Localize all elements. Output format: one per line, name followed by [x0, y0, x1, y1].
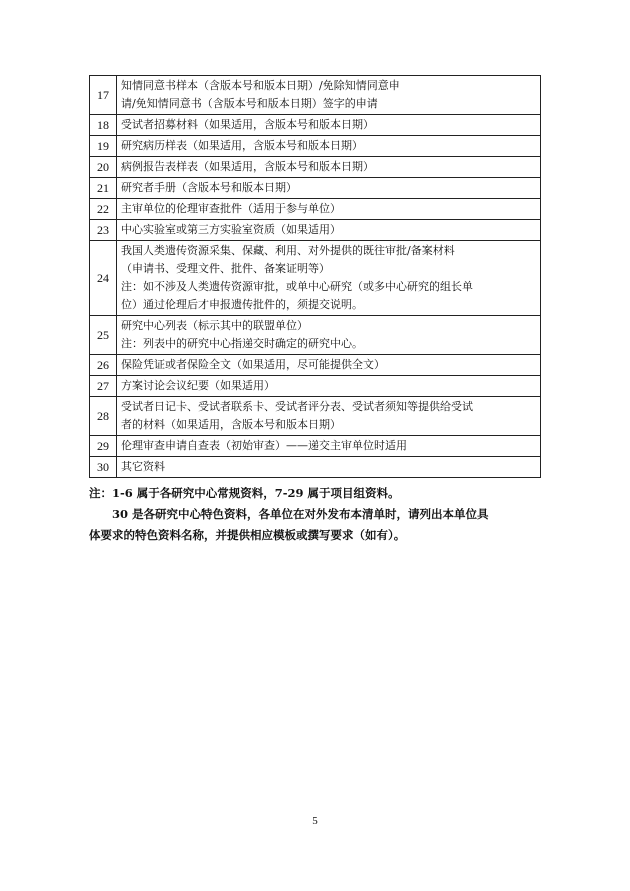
row-text-line: 主审单位的伦理审查批件（适用于参与单位） [121, 202, 341, 215]
row-number: 27 [90, 376, 117, 397]
row-number: 30 [90, 457, 117, 478]
row-content [117, 457, 541, 478]
table-row [90, 115, 541, 136]
table-row [90, 436, 541, 457]
row-content [117, 220, 541, 241]
row-text-line: 研究病历样表（如果适用，含版本号和版本日期） [121, 139, 363, 152]
row-text-line: 位）通过伦理后才申报遗传批件的，须提交说明。 [121, 298, 363, 311]
row-content [117, 355, 541, 376]
row-number: 22 [90, 199, 117, 220]
row-text-line: 者的材料（如果适用，含版本号和版本日期） [121, 418, 341, 431]
row-text-line: 伦理审查申请自查表（初始审查）——递交主审单位时适用 [121, 439, 407, 452]
row-content [117, 178, 541, 199]
footnote [89, 483, 549, 546]
table-body [90, 76, 541, 478]
row-content [117, 76, 541, 115]
row-content [117, 241, 541, 316]
row-text-line: 研究中心列表（标示其中的联盟单位） [121, 319, 308, 332]
row-text-line: 注：如不涉及人类遗传资源审批，或单中心研究（或多中心研究的组长单 [121, 280, 473, 293]
table-row [90, 316, 541, 355]
table-row [90, 157, 541, 178]
page-number: 5 [312, 815, 318, 827]
row-text-line: 请/免知情同意书（含版本号和版本日期）签字的申请 [121, 97, 378, 110]
row-content [117, 316, 541, 355]
row-number: 26 [90, 355, 117, 376]
row-text-line: 知情同意书样本（含版本号和版本日期）/免除知情同意申 [121, 79, 400, 92]
table-row [90, 199, 541, 220]
table-row [90, 136, 541, 157]
row-text-line: 受试者日记卡、受试者联系卡、受试者评分表、受试者须知等提供给受试 [121, 400, 473, 413]
table-row [90, 376, 541, 397]
table-row [90, 457, 541, 478]
row-content [117, 397, 541, 436]
table-row [90, 178, 541, 199]
table-row [90, 355, 541, 376]
row-number: 25 [90, 316, 117, 355]
row-text-line: 我国人类遗传资源采集、保藏、利用、对外提供的既往审批/备案材料 [121, 244, 455, 257]
row-text-line: 保险凭证或者保险全文（如果适用，尽可能提供全文） [121, 358, 385, 371]
row-number: 28 [90, 397, 117, 436]
table-row [90, 76, 541, 115]
row-text-line: 方案讨论会议纪要（如果适用） [121, 379, 275, 392]
row-content [117, 436, 541, 457]
row-number: 29 [90, 436, 117, 457]
document-list-table [89, 75, 541, 478]
table-row [90, 397, 541, 436]
row-text-line: 受试者招募材料（如果适用，含版本号和版本日期） [121, 118, 374, 131]
row-number: 17 [90, 76, 117, 115]
row-text-line: 其它资料 [121, 460, 165, 473]
row-number: 18 [90, 115, 117, 136]
row-number: 23 [90, 220, 117, 241]
note-line-2: 30 是各研究中心特色资料，各单位在对外发布本清单时，请列出本单位具 [112, 507, 489, 521]
row-text-line: 注：列表中的研究中心指递交时确定的研究中心。 [121, 337, 363, 350]
row-number: 24 [90, 241, 117, 316]
row-content [117, 199, 541, 220]
note-line-1: 注：1-6 属于各研究中心常规资料，7-29 属于项目组资料。 [89, 486, 400, 500]
row-text-line: 病例报告表样表（如果适用，含版本号和版本日期） [121, 160, 374, 173]
row-content [117, 157, 541, 178]
row-number: 21 [90, 178, 117, 199]
row-content [117, 115, 541, 136]
row-text-line: （申请书、受理文件、批件、备案证明等） [121, 262, 330, 275]
row-text-line: 研究者手册（含版本号和版本日期） [121, 181, 297, 194]
row-content [117, 136, 541, 157]
table-row [90, 220, 541, 241]
row-number: 19 [90, 136, 117, 157]
row-number: 20 [90, 157, 117, 178]
row-content [117, 376, 541, 397]
note-line-3: 体要求的特色资料名称，并提供相应模板或撰写要求（如有）。 [89, 528, 406, 542]
table-row [90, 241, 541, 316]
row-text-line: 中心实验室或第三方实验室资质（如果适用） [121, 223, 341, 236]
